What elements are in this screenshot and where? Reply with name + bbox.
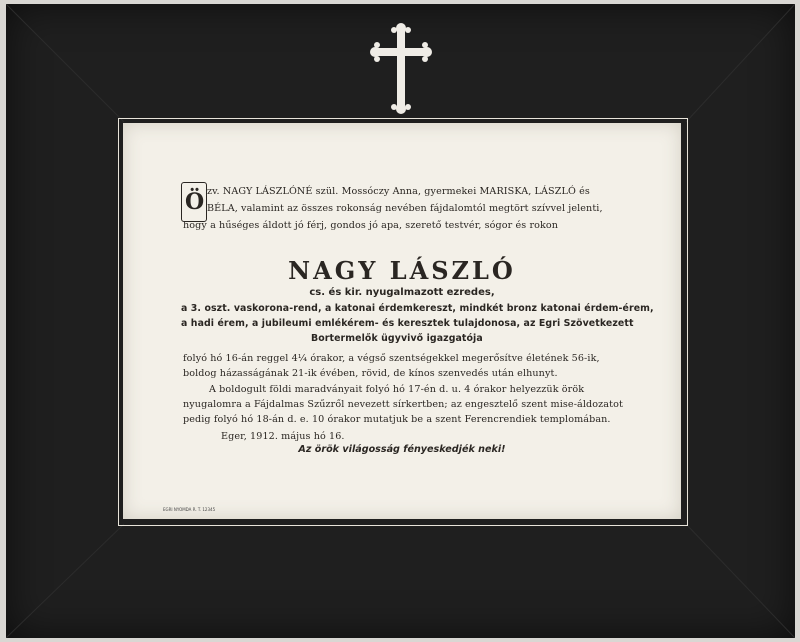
death-notice-card	[123, 123, 681, 519]
death-line-1: folyó hó 16-án reggel 4¼ órakor, a végső szentségekkel megerősítve életének 56-ik,	[183, 353, 600, 364]
initial-letter: Ö	[185, 189, 205, 215]
intro-line-3: hogy a hűséges áldott jó férj, gondos jó apa, szerető testvér, sógor és rokon	[183, 220, 559, 231]
funeral-line-2: nyugalomra a Fájdalmas Szűzről nevezett sírkertben; az engesztelő szent mise-áldozatot	[183, 399, 623, 410]
funeral-line-1: A boldogult földi maradványait folyó hó 17-én d. u. 4 órakor helyezzük örök	[209, 384, 585, 395]
ornate-cross-icon	[370, 22, 432, 114]
deceased-name: NAGY LÁSZLÓ	[288, 256, 516, 285]
honors-line-1: a 3. oszt. vaskorona-rend, a katonai érdemkereszt, mindkét bronz katonai érdem-érem,	[181, 303, 654, 314]
motto: Az örök világosság fényeskedjék neki!	[298, 444, 506, 455]
honors-line-3: Bortermelők ügyvivő igazgatója	[311, 333, 483, 344]
death-line-2: boldog házasságának 21-ik évében, rövid, de kínos szenvedés után elhunyt.	[183, 368, 558, 379]
funeral-line-3: pedig folyó hó 18-án d. e. 10 órakor mutatjuk be a szent Ferencrendiek templomában.	[183, 414, 611, 425]
notice-text	[123, 123, 681, 519]
place-date: Eger, 1912. május hó 16.	[221, 431, 345, 442]
military-rank: cs. és kir. nyugalmazott ezredes,	[309, 287, 495, 298]
printer-mark: EGRI NYOMDA R. T. 12345	[163, 507, 216, 512]
honors-line-2: a hadi érem, a jubileumi emlékérem- és keresztek tulajdonosa, az Egri Szövetkezett	[181, 318, 634, 329]
intro-line-1: zv. NAGY LÁSZLÓNÉ szül. Mossóczy Anna, gyermekei MARISKA, LÁSZLÓ és	[207, 186, 590, 197]
decorative-initial-o	[181, 182, 207, 222]
intro-line-2: BÉLA, valamint az összes rokonság nevében fájdalomtól megtört szívvel jelenti,	[207, 203, 603, 214]
